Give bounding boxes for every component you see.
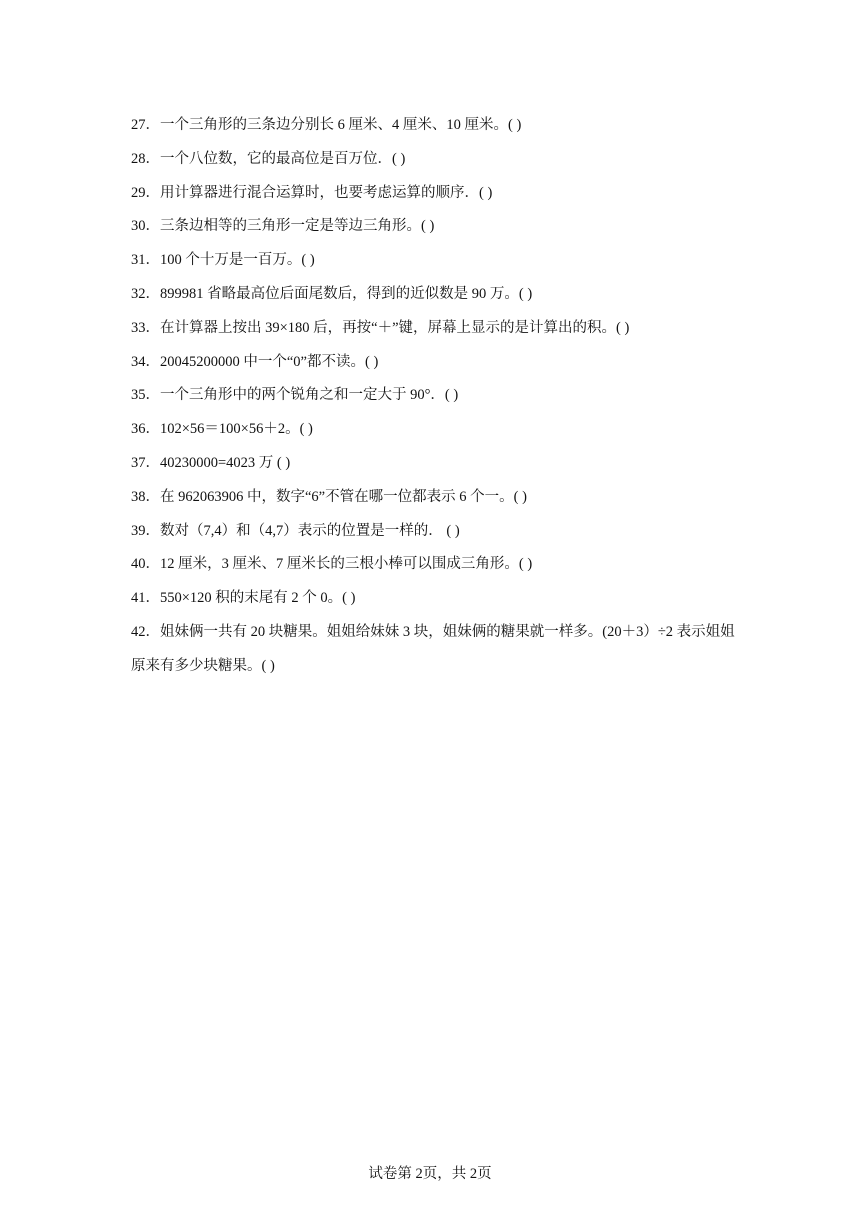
question-text: 在计算器上按出 39×180 后，再按“＋”键，屏幕上显示的是计算出的积。( ) [160, 319, 630, 336]
question-item [131, 346, 741, 380]
question-item [131, 244, 741, 278]
question-text: 40230000=4023 万 ( ) [160, 454, 291, 471]
question-number: 30． [131, 218, 160, 235]
question-text: 12 厘米，3 厘米、7 厘米长的三根小棒可以围成三角形。( ) [160, 556, 533, 573]
question-number: 34． [131, 353, 160, 370]
question-item [131, 515, 741, 549]
question-text: 100 个十万是一百万。( ) [160, 252, 315, 269]
question-item [131, 379, 741, 413]
question-text: 20045200000 中一个“0”都不读。( ) [160, 353, 379, 370]
question-item [131, 447, 741, 481]
question-text: 一个三角形的三条边分别长 6 厘米、4 厘米、10 厘米。( ) [160, 117, 522, 133]
question-text: 102×56＝100×56＋2。( ) [160, 421, 313, 438]
question-number: 33． [131, 319, 160, 336]
question-text: 899981 省略最高位后面尾数后，得到的近似数是 90 万。( ) [160, 285, 533, 302]
page-footer: 试卷第 2页，共 2页 [368, 1166, 492, 1182]
question-item [131, 413, 741, 447]
question-item [131, 616, 741, 684]
question-number: 27． [131, 117, 160, 133]
question-item [131, 177, 741, 211]
question-item [131, 278, 741, 312]
question-text: 三条边相等的三角形一定是等边三角形。( ) [160, 218, 435, 235]
question-item [131, 210, 741, 244]
question-number: 32． [131, 285, 160, 302]
question-number: 35． [131, 387, 160, 404]
question-number: 42． [131, 623, 160, 640]
question-text: 数对（7,4）和（4,7）表示的位置是一样的． ( ) [160, 522, 460, 539]
question-number: 29． [131, 184, 160, 201]
question-item [131, 582, 741, 616]
question-text: 一个八位数，它的最高位是百万位．( ) [160, 150, 406, 167]
question-number: 41． [131, 590, 160, 607]
question-number: 40． [131, 556, 160, 573]
question-item [131, 548, 741, 582]
question-text: 550×120 积的末尾有 2 个 0。( ) [160, 590, 356, 607]
question-number: 38． [131, 488, 160, 505]
question-number: 37． [131, 454, 160, 471]
question-item [131, 143, 741, 177]
question-number: 36． [131, 421, 160, 438]
question-text: 在 962063906 中，数字“6”不管在哪一位都表示 6 个一。( ) [160, 488, 527, 505]
question-text: 用计算器进行混合运算时，也要考虑运算的顺序．( ) [160, 184, 493, 201]
question-number: 28． [131, 150, 160, 167]
question-item [131, 481, 741, 515]
question-number: 39． [131, 522, 160, 539]
question-list [131, 109, 741, 684]
question-text: 姐妹俩一共有 20 块糖果。姐姐给妹妹 3 块，姐妹俩的糖果就一样多。(20＋3）÷2 表示姐姐原来有多少块糖果。( ) [131, 623, 735, 674]
question-text: 一个三角形中的两个锐角之和一定大于 90°．( ) [160, 387, 459, 404]
question-item [131, 109, 741, 143]
question-item [131, 312, 741, 346]
question-number: 31． [131, 252, 160, 269]
